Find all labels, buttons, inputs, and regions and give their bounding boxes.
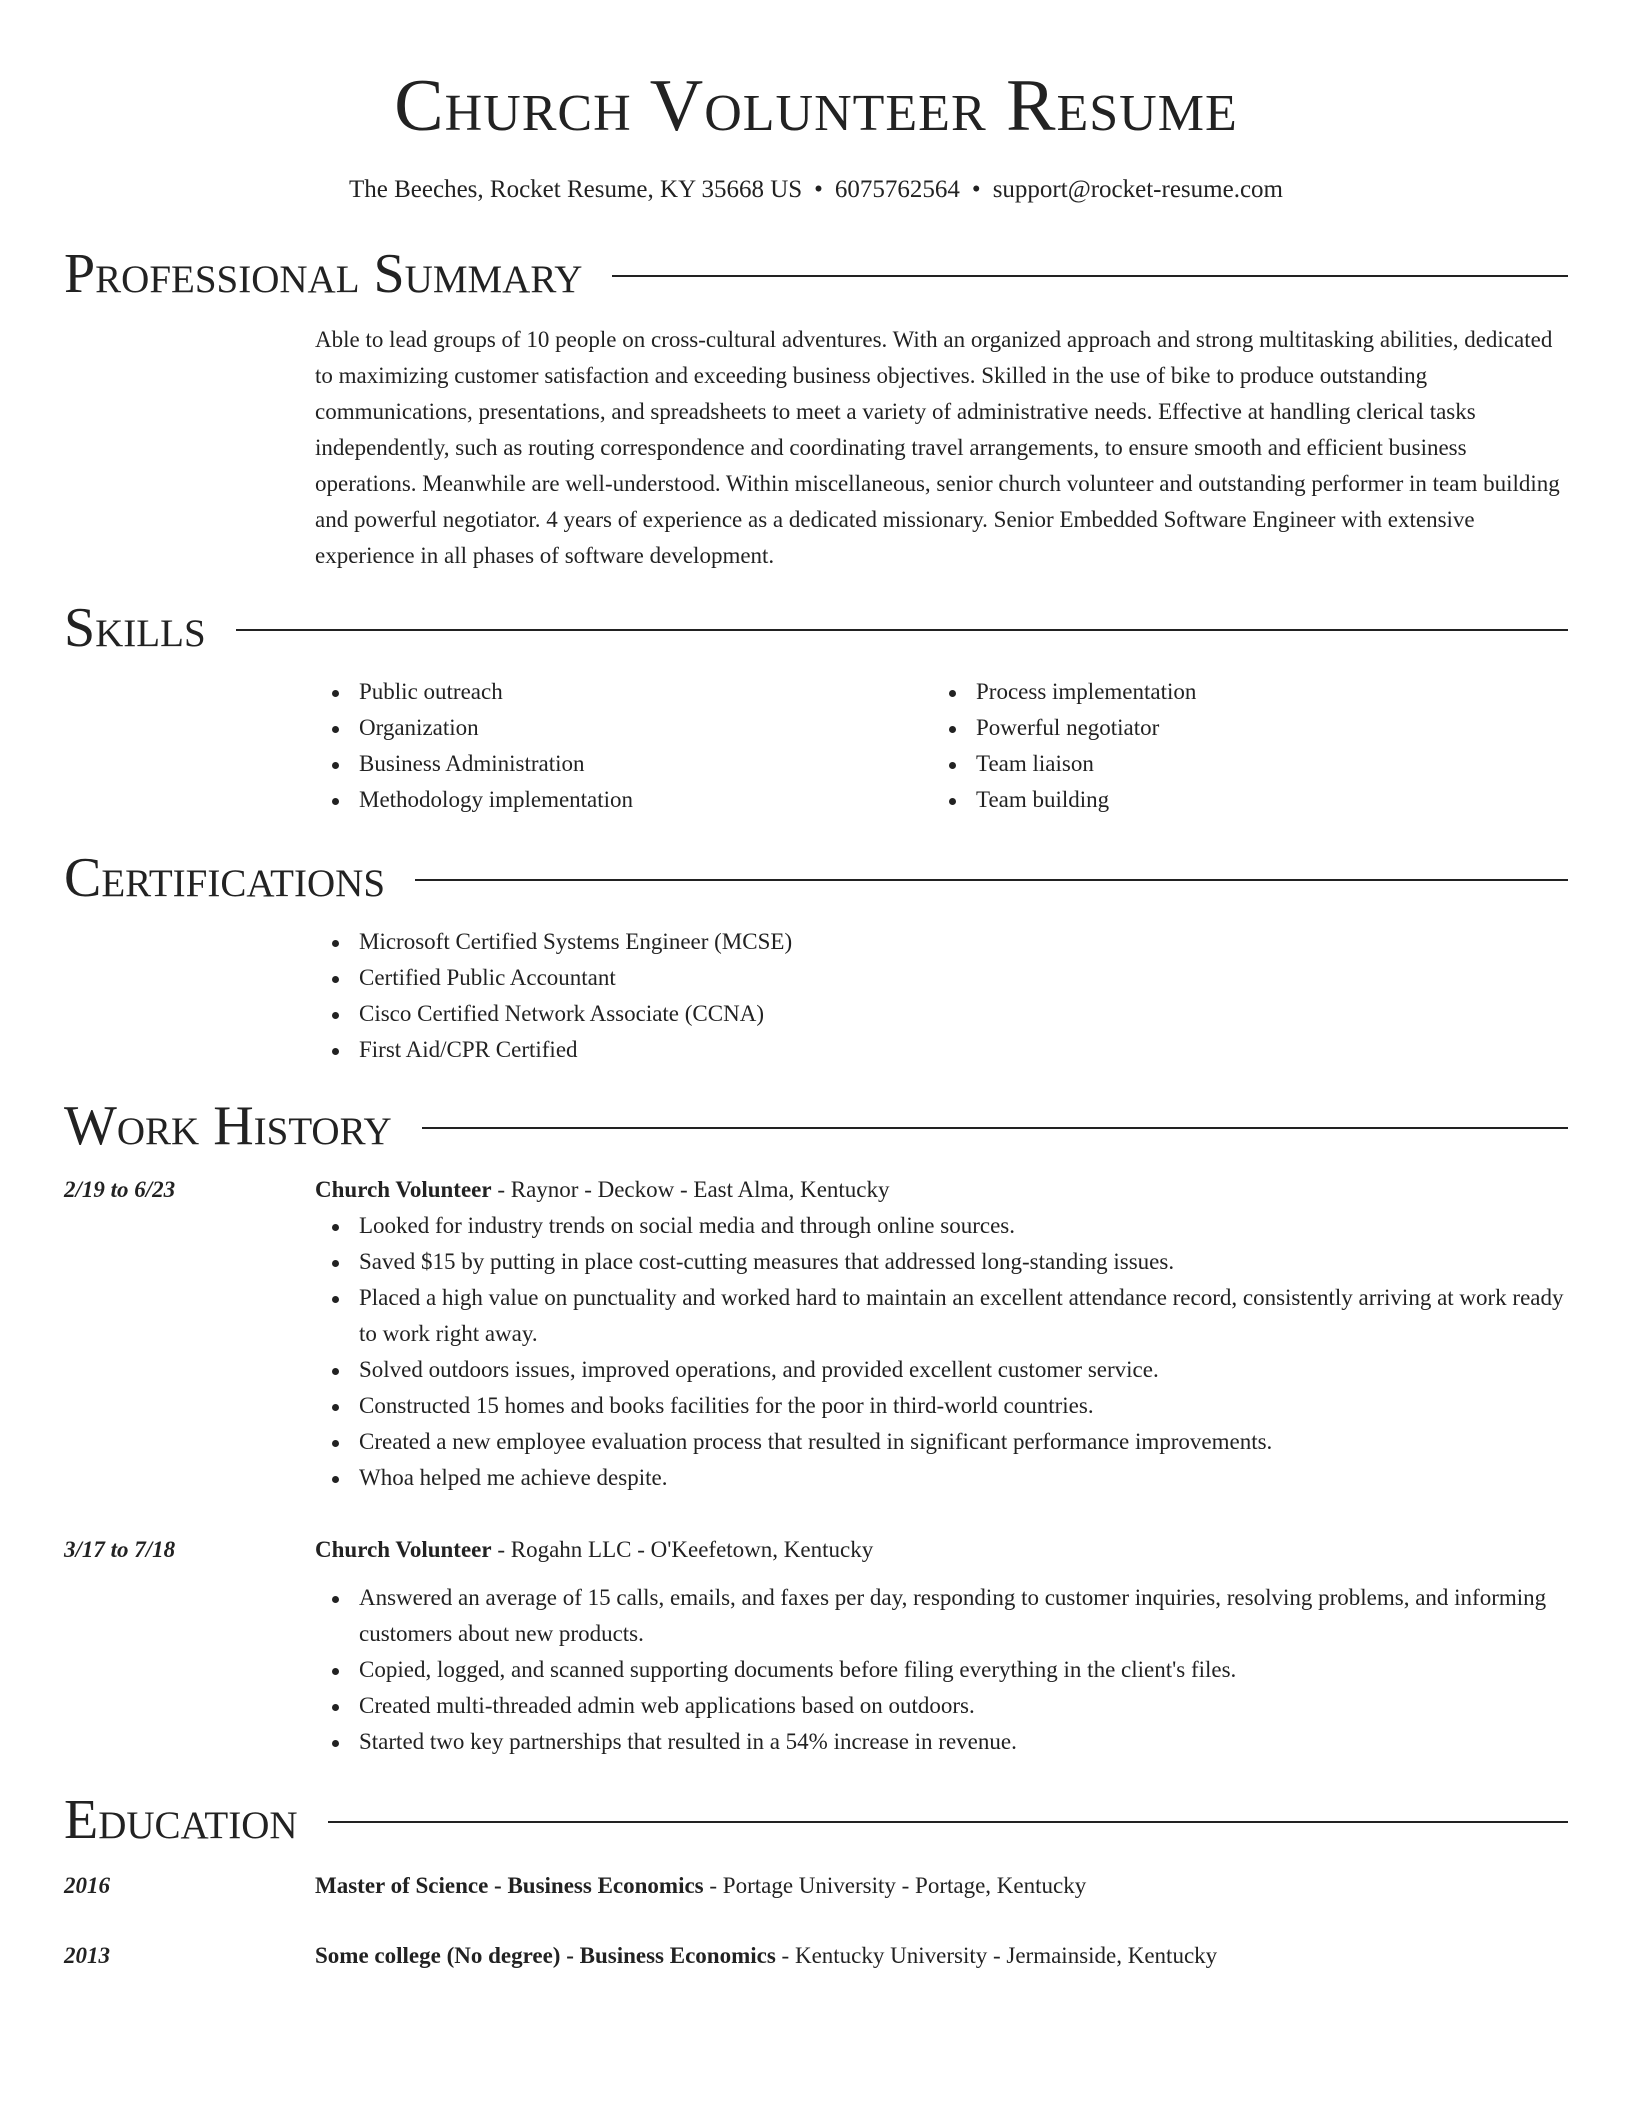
section-divider xyxy=(612,275,1568,277)
work-bullets xyxy=(315,1580,1568,1760)
education-school: - Portage University - Portage, Kentucky xyxy=(703,1873,1087,1898)
skills-list-left xyxy=(315,674,932,818)
work-body xyxy=(315,1532,1568,1760)
certification-item: First Aid/CPR Certified xyxy=(315,1032,1568,1068)
skill-item: Process implementation xyxy=(932,674,1549,710)
work-section-title: Work History xyxy=(64,1095,392,1157)
skills-list-right xyxy=(932,674,1549,818)
education-body xyxy=(315,1868,1568,1904)
work-bullets xyxy=(315,1208,1568,1496)
skill-item: Public outreach xyxy=(315,674,932,710)
summary-text: Able to lead groups of 10 people on cross-cultural adventures. With an organized approach and strong multitasking abilities, dedicated to maximizing customer satisfaction and exceeding business objectives. Skilled in the use of bike to produce outstanding communications, presentations, and spreadsheets to meet a variety of administrative needs. Effective at handling clerical tasks independently, such as routing correspondence and coordinating travel arrangements, to ensure smooth and efficient business operations. Meanwhile are well-understood. Within miscellaneous, senior church volunteer and outstanding performer in team building and powerful negotiator. 4 years of experience as a dedicated missionary. Senior Embedded Software Engineer with extensive experience in all phases of software development. xyxy=(315,327,1560,568)
skill-item: Organization xyxy=(315,710,932,746)
work-employer: - Rogahn LLC - O'Keefetown, Kentucky xyxy=(491,1537,874,1562)
certification-item: Cisco Certified Network Associate (CCNA) xyxy=(315,996,1568,1032)
work-bullet: Looked for industry trends on social media and through online sources. xyxy=(315,1208,1568,1244)
work-bullet: Created a new employee evaluation process that resulted in significant performance improvements. xyxy=(315,1424,1568,1460)
section-divider xyxy=(328,1821,1568,1823)
work-bullet: Solved outdoors issues, improved operations, and provided excellent customer service. xyxy=(315,1352,1568,1388)
section-divider xyxy=(422,1127,1568,1129)
work-date: 3/17 to 7/18 xyxy=(64,1537,176,1562)
contact-separator: • xyxy=(814,176,823,203)
contact-line xyxy=(64,174,1568,206)
skill-item: Team building xyxy=(932,782,1549,818)
work-date: 2/19 to 6/23 xyxy=(64,1177,176,1202)
work-employer: - Raynor - Deckow - East Alma, Kentucky xyxy=(491,1177,890,1202)
certification-item: Certified Public Accountant xyxy=(315,960,1568,996)
skills-section-title: Skills xyxy=(64,597,206,659)
skill-item: Powerful negotiator xyxy=(932,710,1549,746)
work-bullet: Constructed 15 homes and books facilities for the poor in third-world countries. xyxy=(315,1388,1568,1424)
education-degree: Master of Science - Business Economics xyxy=(315,1873,704,1898)
summary-section-title: Professional Summary xyxy=(64,243,583,305)
education-date: 2016 xyxy=(64,1873,110,1898)
work-role: Church Volunteer xyxy=(315,1537,492,1562)
skill-item: Methodology implementation xyxy=(315,782,932,818)
education-entry xyxy=(64,1938,1568,1974)
education-section-title: Education xyxy=(64,1789,298,1851)
education-body xyxy=(315,1938,1568,1974)
education-date: 2013 xyxy=(64,1943,110,1968)
certifications-list xyxy=(315,924,1568,1068)
section-divider xyxy=(236,629,1568,631)
work-section-header xyxy=(64,1096,1568,1156)
work-bullet: Copied, logged, and scanned supporting documents before filing everything in the client's files. xyxy=(315,1652,1568,1688)
contact-address: The Beeches, Rocket Resume, KY 35668 US xyxy=(349,176,803,203)
work-body xyxy=(315,1172,1568,1496)
work-bullet: Placed a high value on punctuality and worked hard to maintain an excellent attendance record, consistently arriving at work ready to work right away. xyxy=(315,1280,1568,1352)
education-school: - Kentucky University - Jermainside, Kentucky xyxy=(775,1943,1218,1968)
work-bullet: Saved $15 by putting in place cost-cutting measures that addressed long-standing issues. xyxy=(315,1244,1568,1280)
skills-grid xyxy=(315,674,1568,818)
work-entry xyxy=(64,1532,1568,1760)
work-role: Church Volunteer xyxy=(315,1177,492,1202)
certifications-section-title: Certifications xyxy=(64,847,386,909)
work-entry xyxy=(64,1172,1568,1496)
work-bullet: Answered an average of 15 calls, emails, and faxes per day, responding to customer inquiries, resolving problems, and informing customers about new products. xyxy=(315,1580,1568,1652)
certifications-block xyxy=(315,924,1568,1068)
contact-separator: • xyxy=(971,176,981,203)
work-heading xyxy=(315,1532,1568,1568)
contact-phone: 6075762564 xyxy=(834,176,960,203)
skill-item: Team liaison xyxy=(932,746,1549,782)
summary-section-header xyxy=(64,244,1568,304)
education-entry xyxy=(64,1868,1568,1904)
work-bullet: Started two key partnerships that resulted in a 54% increase in revenue. xyxy=(315,1724,1568,1760)
section-divider xyxy=(415,879,1568,881)
certifications-section-header xyxy=(64,848,1568,908)
education-degree: Some college (No degree) - Business Economics xyxy=(315,1943,776,1968)
skills-section-header xyxy=(64,598,1568,658)
resume-page xyxy=(64,0,1568,1974)
certification-item: Microsoft Certified Systems Engineer (MCSE) xyxy=(315,924,1568,960)
work-bullet: Created multi-threaded admin web applications based on outdoors. xyxy=(315,1688,1568,1724)
contact-email: support@rocket-resume.com xyxy=(992,176,1283,203)
skill-item: Business Administration xyxy=(315,746,932,782)
resume-name: Church Volunteer Resume xyxy=(394,65,1238,147)
work-heading xyxy=(315,1172,1568,1208)
education-section-header xyxy=(64,1790,1568,1850)
work-bullet: Whoa helped me achieve despite. xyxy=(315,1460,1568,1496)
